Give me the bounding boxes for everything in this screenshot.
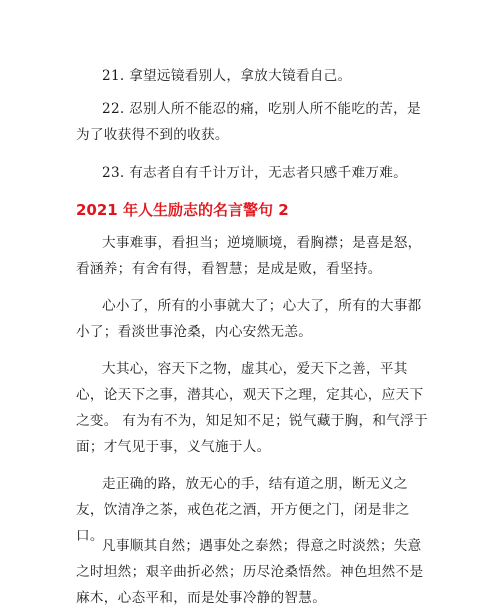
quote-paragraph-3: 大其心，容天下之物，虚其心，爱天下之善，平其心，论天下之事，潜其心，观天下之理，定其心，应天下之变。 有为有不为，知足知不足；锐气藏于胸，和气浮于面；才气见于事，义气施于人。 <box>76 361 428 455</box>
quote-paragraph-2: 心小了，所有的小事就大了；心大了，所有的大事都小了；看淡世事沧桑，内心安然无恙。 <box>76 298 422 340</box>
quote-paragraph-21: 21. 拿望远镜看别人，拿放大镜看自己。 <box>102 68 352 84</box>
quote-paragraph-4: 走正确的路，放无心的手，结有道之朋，断无义之友，饮清净之茶，戒色花之酒，开方便之门，闭是非之口。 <box>76 476 410 544</box>
quote-paragraph-5: 凡事顺其自然；遇事处之泰然；得意之时淡然；失意之时坦然；艰辛曲折必然；历尽沧桑悟然。神色坦然不是麻木，心态平和，而是处事冷静的智慧。 <box>76 538 424 606</box>
section-heading: 2021 年人生励志的名言警句 2 <box>76 201 289 219</box>
quote-paragraph-23: 23. 有志者自有千计万计，无志者只感千难万难。 <box>102 165 408 181</box>
quote-paragraph-1: 大事难事，看担当；逆境顺境，看胸襟；是喜是怒，看涵养；有舍有得，看智慧；是成是败，看坚持。 <box>76 235 422 277</box>
quote-paragraph-22: 22. 忍别人所不能忍的痛，吃别人所不能吃的苦，是为了收获得不到的收获。 <box>76 101 421 143</box>
